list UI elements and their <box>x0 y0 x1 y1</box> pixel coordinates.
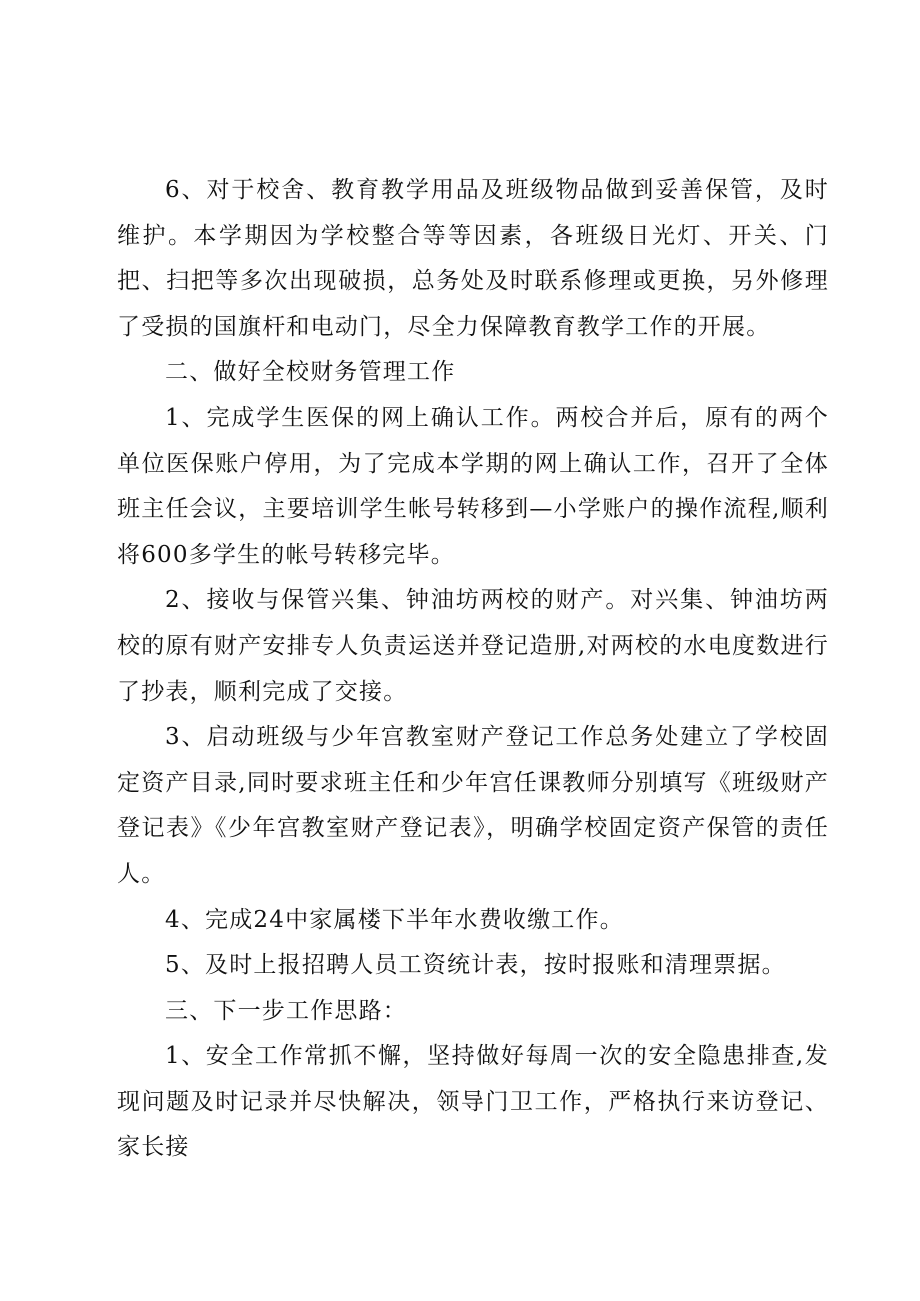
paragraph-safety-work: 1、安全工作常抓不懈，坚持做好每周一次的安全隐患排查,发现问题及时记录并尽快解决，领导门卫工作，严格执行来访登记、家长接 <box>117 1043 829 1161</box>
paragraph-property-handover: 2、接收与保管兴集、钟油坊两校的财产。对兴集、钟油坊两校的原有财产安排专人负责运送并登记造册,对两校的水电度数进行了抄表，顺利完成了交接。 <box>117 587 829 705</box>
paragraph-medical-insurance: 1、完成学生医保的网上确认工作。两校合并后，原有的两个单位医保账户停用，为了完成本学期的网上确认工作，召开了全体班主任会议，主要培训学生帐号转移到—小学账户的操作流程,顺利将600多学生的帐号转移完毕。 <box>117 404 829 568</box>
section-heading-finance: 二、做好全校财务管理工作 <box>165 359 456 386</box>
document-body <box>117 168 829 1171</box>
paragraph-property-registration: 3、启动班级与少年宫教室财产登记工作总务处建立了学校固定资产目录,同时要求班主任和少年宫任课教师分别填写《班级财产登记表》《少年宫教室财产登记表》，明确学校固定资产保管的责任人。 <box>117 724 829 887</box>
paragraph-payroll: 5、及时上报招聘人员工资统计表，按时报账和清理票据。 <box>165 952 786 979</box>
paragraph-maintenance: 6、对于校舍、教育教学用品及班级物品做到妥善保管，及时维护。本学期因为学校整合等等因素，各班级日光灯、开关、门把、扫把等多次出现破损，总务处及时联系修理或更换，另外修理了受损的国旗杆和电动门，尽全力保障教育教学工作的开展。 <box>117 177 829 340</box>
section-heading-next-steps: 三、下一步工作思路： <box>165 997 407 1024</box>
paragraph-water-fee: 4、完成24中家属楼下半年水费收缴工作。 <box>165 906 624 933</box>
